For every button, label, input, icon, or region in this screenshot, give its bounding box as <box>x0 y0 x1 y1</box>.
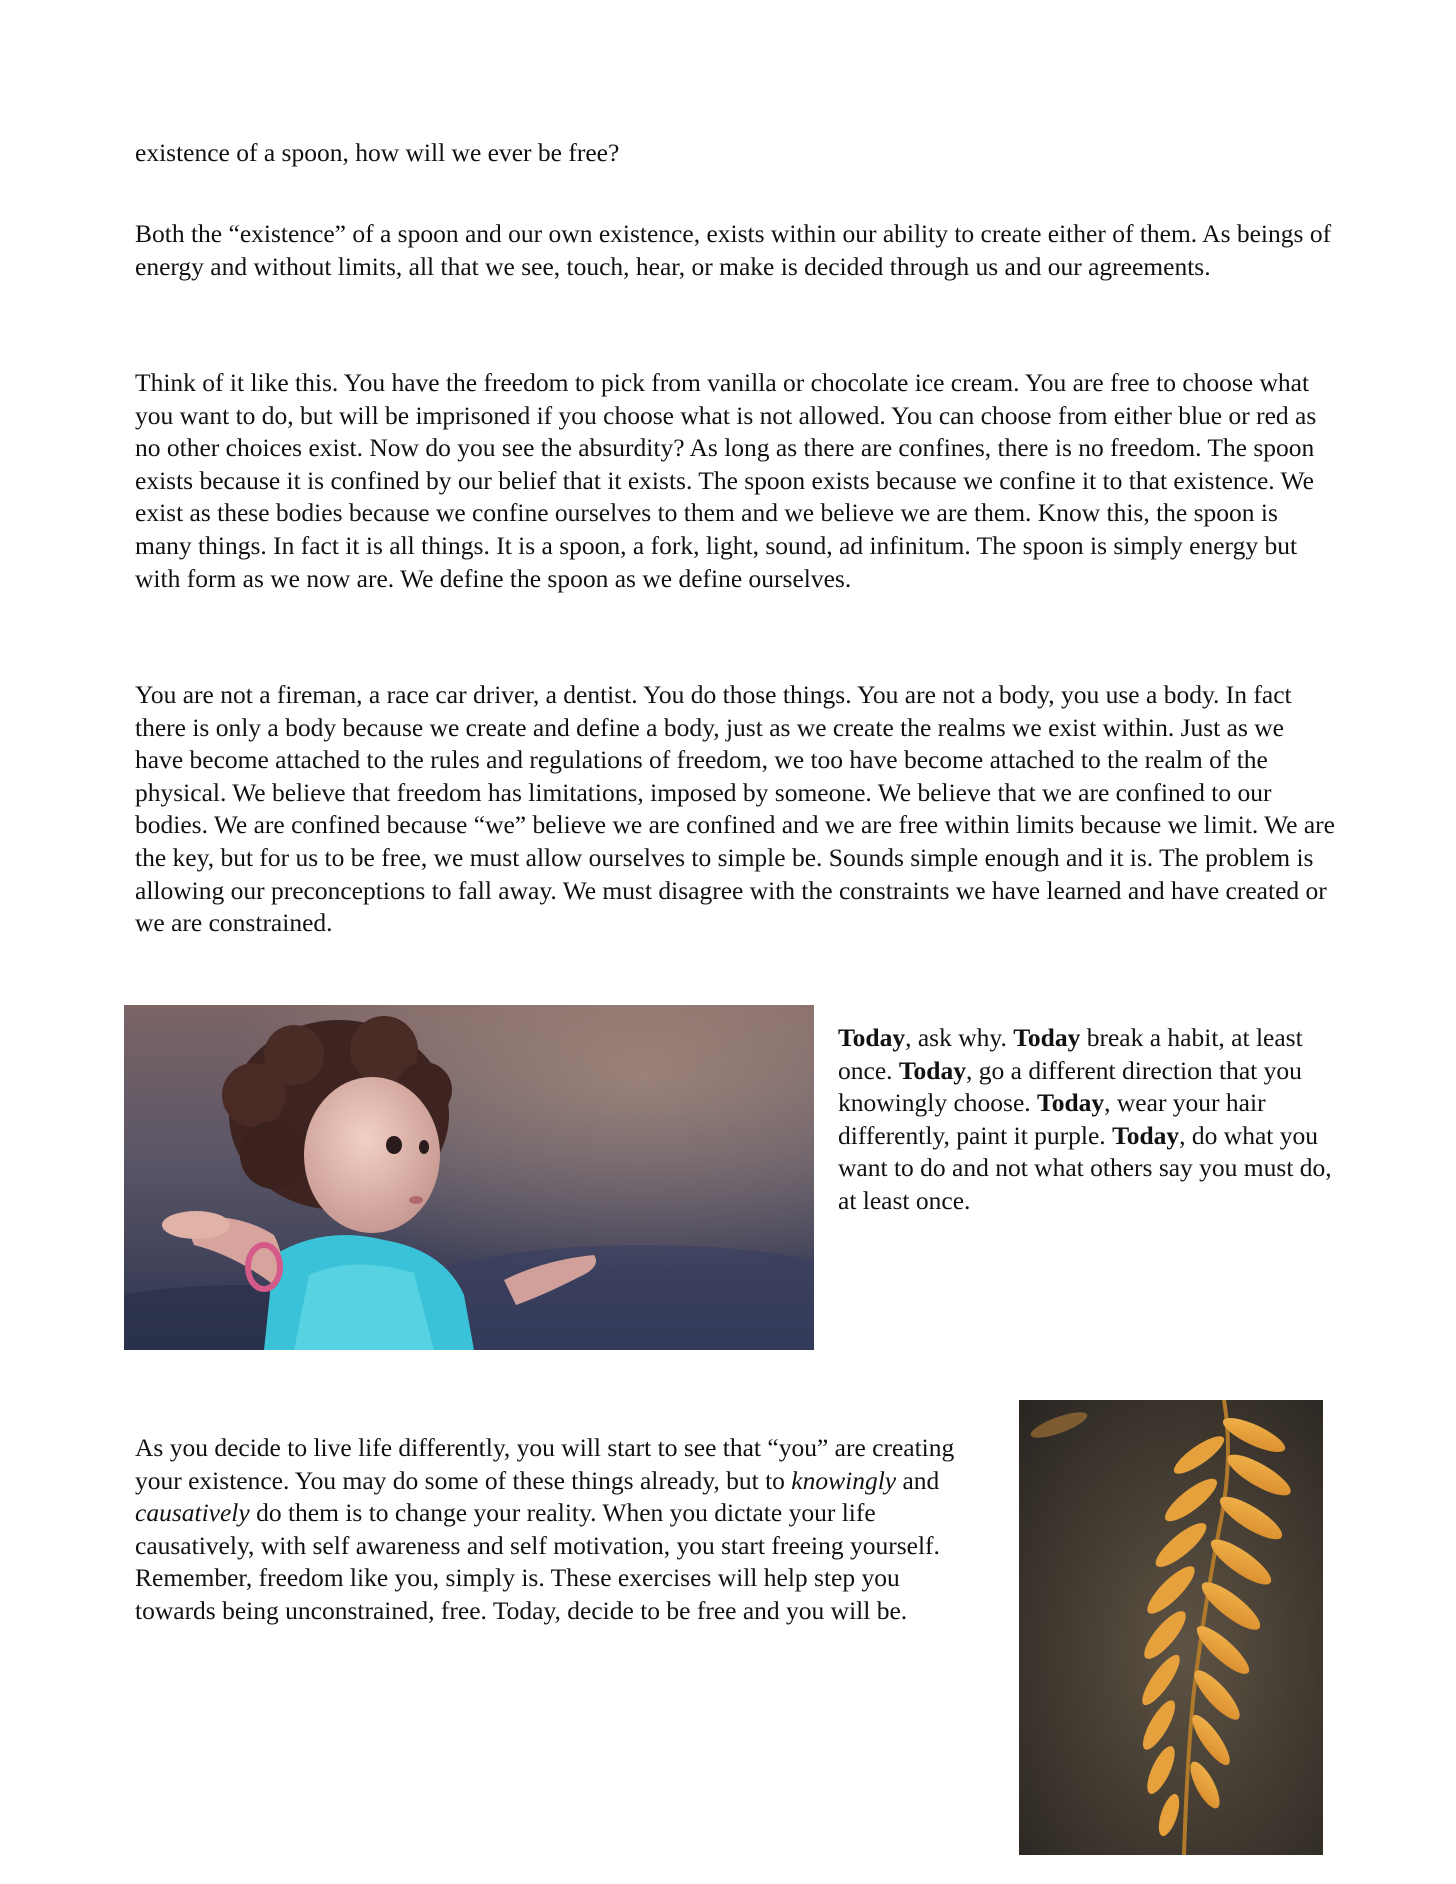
today-exercises <box>838 1022 1338 1218</box>
paragraph-existence: Both the “existence” of a spoon and our own existence, exists within our ability to create either of them. As beings of energy and without limits, all that we see, touch, hear, or make is decided through us and our agreements. <box>135 219 1332 281</box>
today-sentence-2: break a habit, at least once. <box>838 1023 1303 1085</box>
today-sentence-4: , wear your hair differently, paint it purple. <box>838 1088 1266 1150</box>
closing-part-b: and <box>896 1465 940 1495</box>
paragraph-closing <box>135 1432 985 1628</box>
today-word-1: Today <box>838 1023 906 1052</box>
autumn-leaves-photo <box>1019 1400 1323 1855</box>
today-word-3: Today <box>898 1055 966 1085</box>
child-photo <box>124 1005 814 1350</box>
paragraph-think-of-it: Think of it like this. You have the freedom to pick from vanilla or chocolate ice cream. You are free to choose what you want to do, but will be imprisoned if you choose what is not allowed. You can choose from either blue or red as no other choices exist. Now do you see the absurdity? As long as there are confines, there is no freedom. The spoon exists because it is confined by our belief that it exists. The spoon exists because we confine it to that existence. We exist as these bodies because we confine ourselves to them and we believe we are them. Know this, the spoon is many things. In fact it is all things. It is a spoon, a fork, light, sound, ad infinitum. The spoon is simply energy but with form as we now are. We define the spoon as we define ourselves. <box>135 368 1317 593</box>
paragraph-not-a-fireman: You are not a fireman, a race car driver, a dentist. You do those things. You are not a body, you use a body. In fact there is only a body because we create and define a body, just as we create the realms we exist within. Just as we have become attached to the rules and regulations of freedom, we too have become attached to the realm of the physical. We believe that freedom has limitations, imposed by someone. We believe that we are confined to our bodies. We are confined because “we” believe we are confined and we are free within limits because we limit. We are the key, but for us to be free, we must allow ourselves to simple be. Sounds simple enough and it is. The problem is allowing our preconceptions to fall away. We must disagree with the constraints we have learned and have created or we are constrained. <box>135 680 1335 938</box>
today-sentence-3: , go a different direction that you knowingly choose. <box>838 1055 1302 1118</box>
today-word-4: Today <box>1037 1088 1105 1118</box>
closing-italic-knowingly: knowingly <box>791 1465 897 1495</box>
closing-part-a: As you decide to live life differently, you will start to see that “you” are creating your existence. You may do some of these things already, but to <box>135 1433 955 1495</box>
today-sentence-1: , ask why. <box>905 1023 1014 1052</box>
paragraph-spoon-intro: existence of a spoon, how will we ever be free? <box>135 138 620 167</box>
today-word-2: Today <box>1013 1023 1081 1052</box>
today-sentence-5: , do what you want to do and not what others say you must do, at least once. <box>838 1120 1332 1215</box>
today-word-5: Today <box>1112 1120 1180 1150</box>
closing-italic-causatively: causatively <box>135 1498 250 1528</box>
closing-part-c: do them is to change your reality. When you dictate your life causatively, with self awareness and self motivation, you start freeing yourself. Remember, freedom like you, simply is. These exercises will help step you towards being unconstrained, free. Today, decide to be free and you will be. <box>135 1498 940 1625</box>
